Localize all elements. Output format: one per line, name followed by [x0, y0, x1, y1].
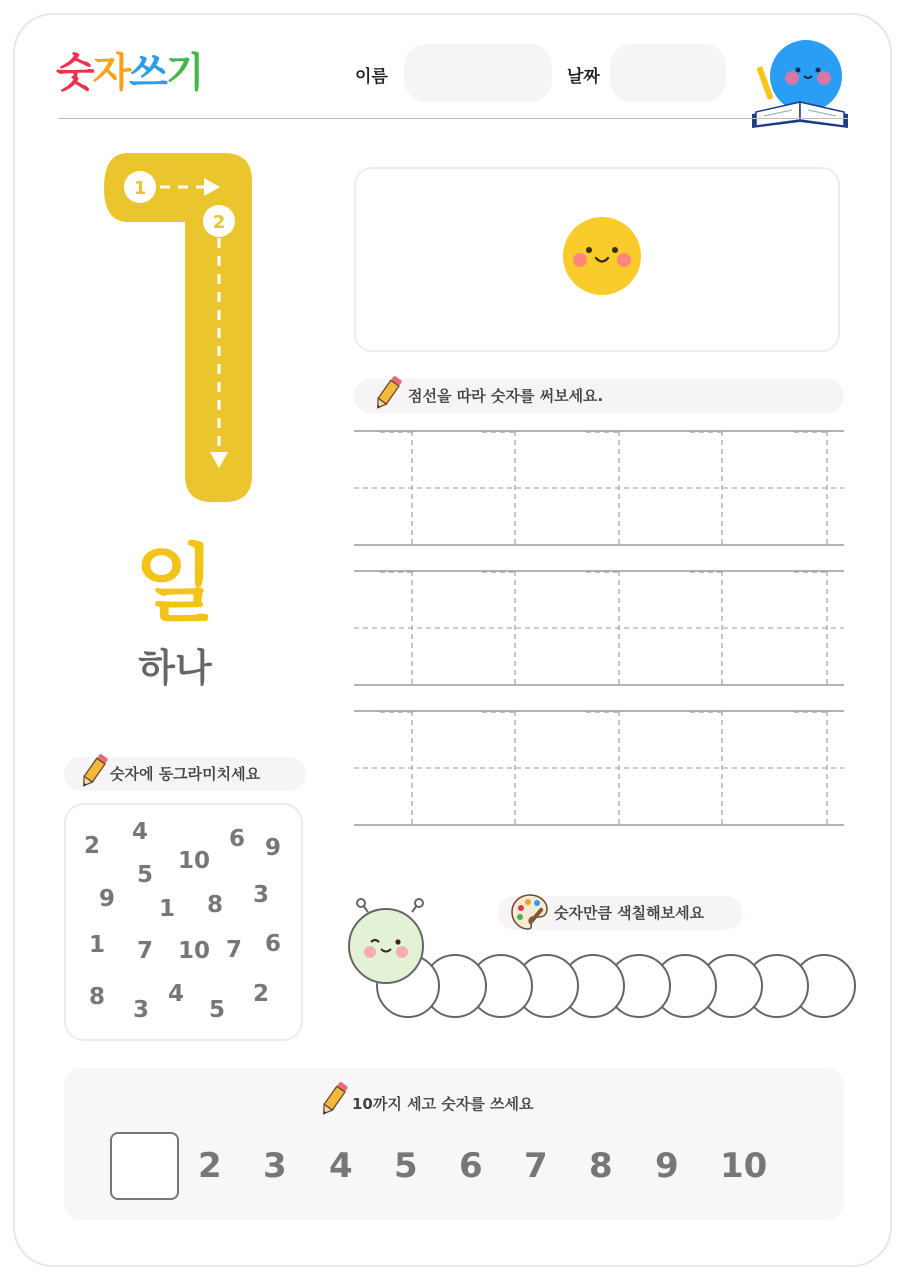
caterpillar-head — [349, 909, 423, 983]
count-answer-box[interactable] — [110, 1132, 179, 1200]
circle-number[interactable]: 9 — [99, 886, 116, 912]
count-number: 6 — [459, 1146, 483, 1186]
circle-number[interactable]: 3 — [253, 882, 270, 908]
count-number: 8 — [589, 1146, 613, 1186]
pencil-icon — [372, 373, 404, 413]
count-number: 5 — [394, 1146, 418, 1186]
count-number: 7 — [524, 1146, 548, 1186]
circle-number[interactable]: 3 — [133, 997, 150, 1023]
trace-row — [354, 571, 844, 685]
number-one-tracing-guide — [100, 150, 260, 510]
circle-number[interactable]: 4 — [132, 819, 149, 845]
circle-number[interactable]: 7 — [226, 937, 243, 963]
circle-number[interactable]: 6 — [265, 931, 282, 957]
circle-instruction — [64, 757, 306, 791]
circle-number[interactable]: 5 — [137, 862, 154, 888]
count-number: 3 — [263, 1146, 287, 1186]
count-number: 2 — [198, 1146, 222, 1186]
title-char: 자 — [92, 50, 130, 96]
trace-instruction — [354, 379, 844, 413]
name-field[interactable] — [404, 44, 552, 102]
stroke-step-1: 1 — [133, 178, 147, 199]
count-number: 4 — [329, 1146, 353, 1186]
date-field[interactable] — [610, 44, 726, 102]
color-instruction-text: 숫자만큼 색칠해보세요 — [554, 904, 705, 922]
date-label: 날짜 — [567, 67, 600, 87]
pencil-icon — [78, 751, 110, 791]
name-label: 이름 — [355, 67, 388, 87]
circle-instruction-text: 숫자에 동그라미치세요 — [110, 765, 261, 783]
title-char: 쓰 — [129, 50, 166, 96]
trace-row — [354, 711, 844, 825]
count-number: 9 — [655, 1146, 679, 1186]
circle-number[interactable]: 8 — [89, 984, 106, 1010]
circle-number[interactable]: 8 — [207, 892, 224, 918]
circle-number[interactable]: 2 — [253, 981, 270, 1007]
title-char: 숫 — [56, 50, 93, 96]
count-instruction — [318, 1087, 578, 1121]
circle-number[interactable]: 9 — [265, 835, 282, 861]
worksheet-title — [56, 48, 203, 98]
circle-number[interactable]: 4 — [168, 981, 185, 1007]
trace-row — [354, 431, 844, 545]
circle-number[interactable]: 1 — [159, 896, 176, 922]
caterpillar-icon[interactable] — [340, 890, 870, 1030]
korean-word: 하나 — [138, 646, 212, 690]
sun-face-icon — [562, 216, 642, 296]
circle-number[interactable]: 10 — [178, 938, 211, 964]
circle-number[interactable]: 1 — [89, 932, 106, 958]
korean-number: 일 — [134, 535, 216, 633]
mascot-reading-icon — [748, 36, 852, 140]
stroke-step-2: 2 — [212, 212, 226, 233]
trace-instruction-text: 점선을 따라 숫자를 써보세요. — [408, 387, 604, 405]
circle-number[interactable]: 2 — [84, 833, 101, 859]
circle-number[interactable]: 5 — [209, 997, 226, 1023]
tracing-grid[interactable] — [354, 428, 844, 828]
count-number: 10 — [720, 1146, 768, 1186]
circle-number[interactable]: 10 — [178, 848, 211, 874]
circle-number[interactable]: 7 — [137, 938, 154, 964]
header-divider — [58, 118, 848, 119]
count-instruction-text: 10까지 세고 숫자를 쓰세요 — [352, 1095, 534, 1113]
pencil-icon — [318, 1079, 350, 1119]
circle-number[interactable]: 6 — [229, 826, 246, 852]
title-char: 기 — [165, 50, 203, 96]
